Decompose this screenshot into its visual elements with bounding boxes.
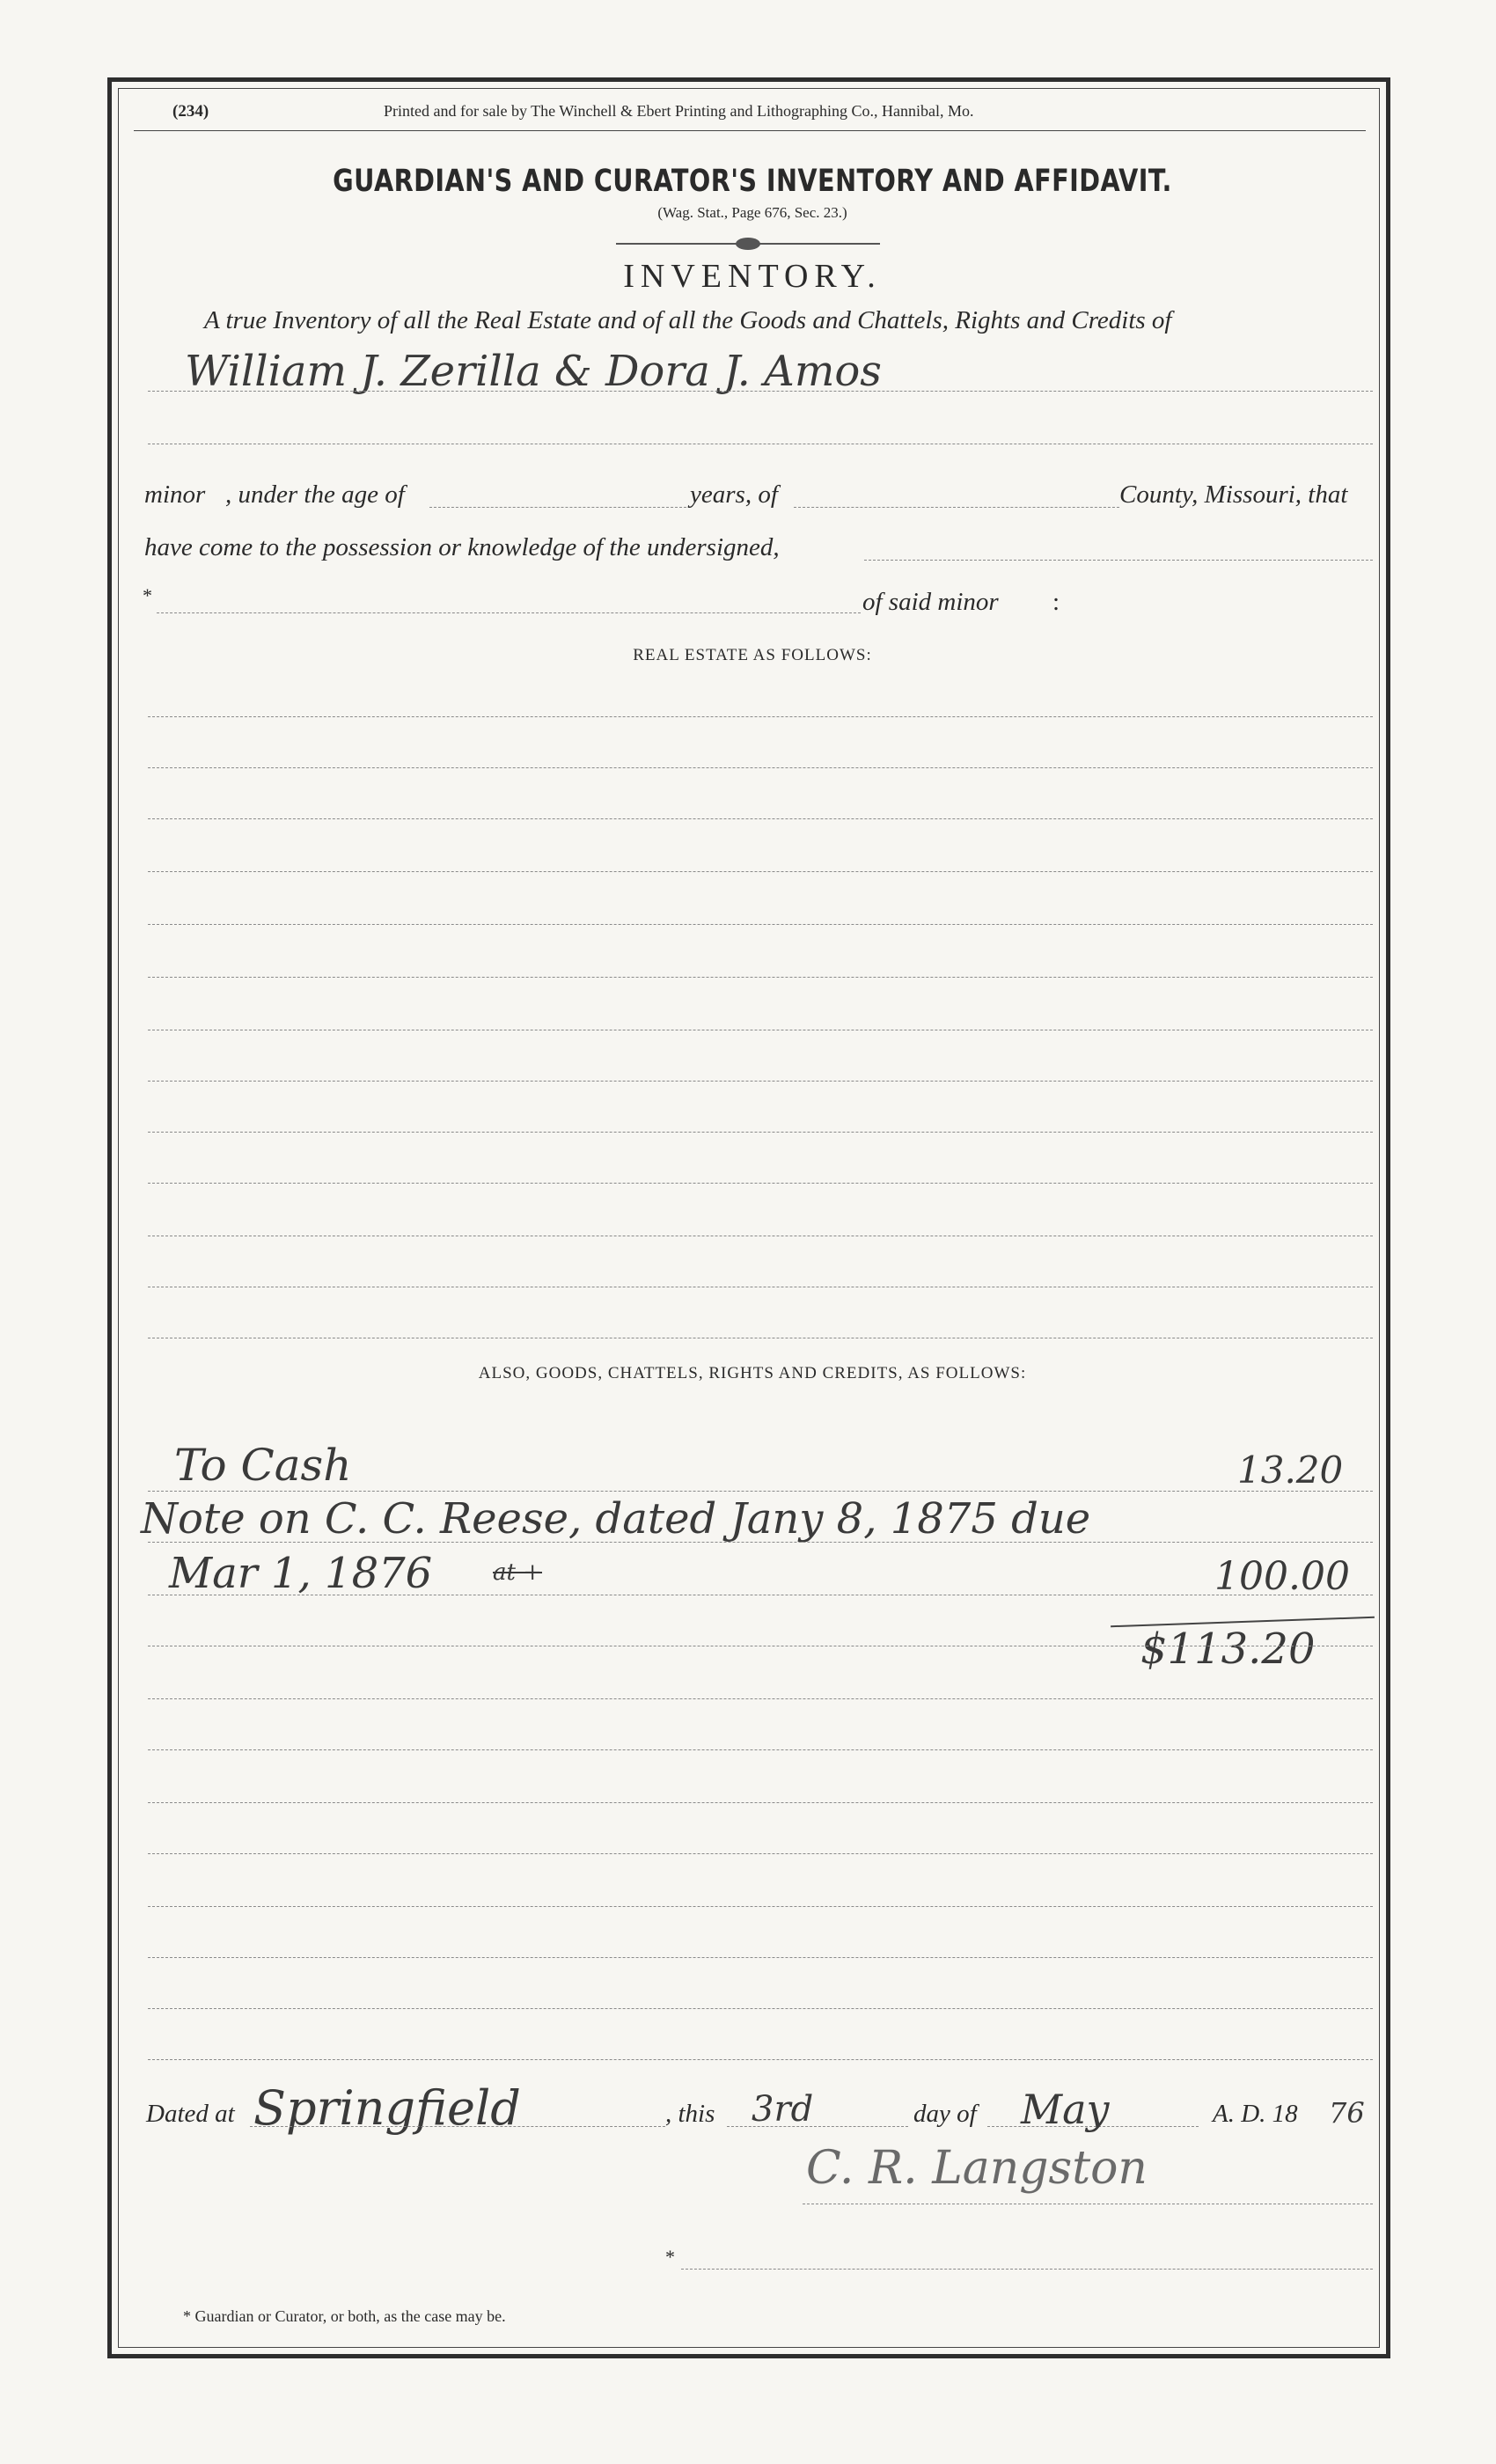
real-estate-line: [148, 871, 1373, 872]
cash-entry: To Cash: [174, 1440, 352, 1491]
minor-names: William J. Zerilla & Dora J. Amos: [185, 347, 882, 396]
second-signature-line: [681, 2269, 1373, 2270]
county-text: County, Missouri, that: [1119, 480, 1348, 509]
note-struck-text: at +: [493, 1559, 542, 1586]
cash-amount: 13.20: [1237, 1448, 1344, 1492]
dated-day: 3rd: [752, 2089, 814, 2130]
real-estate-heading: REAL ESTATE AS FOLLOWS:: [633, 646, 872, 664]
ornament-center: [736, 238, 760, 250]
real-estate-line: [148, 924, 1373, 925]
real-estate-line: [148, 716, 1373, 717]
note-entry-line1: Note on C. C. Reese, dated Jany 8, 1875 due: [141, 1494, 1091, 1544]
years-of-text: years, of: [690, 480, 778, 509]
guardian-asterisk: *: [143, 584, 152, 606]
second-asterisk: *: [665, 2246, 675, 2268]
goods-line: [148, 1802, 1373, 1803]
county-line: [794, 507, 1119, 508]
dated-at-label: Dated at: [146, 2100, 235, 2128]
form-number: (234): [172, 102, 209, 121]
total-amount: $113.20: [1140, 1624, 1316, 1674]
goods-line: [148, 1749, 1373, 1750]
goods-line: [148, 1491, 1373, 1492]
goods-line: [148, 1853, 1373, 1854]
real-estate-line: [148, 1132, 1373, 1133]
goods-line: [148, 2008, 1373, 2009]
ad-label: A. D. 18: [1213, 2100, 1298, 2128]
real-estate-line: [148, 767, 1373, 768]
minor-word: minor: [144, 480, 206, 509]
footnote: * Guardian or Curator, or both, as the case may be.: [183, 2307, 506, 2325]
dated-month: May: [1021, 2086, 1110, 2133]
note-entry-line2: Mar 1, 1876: [169, 1549, 433, 1598]
goods-heading: ALSO, GOODS, CHATTELS, RIGHTS AND CREDITS, AS FOLLOWS:: [478, 1364, 1027, 1382]
real-estate-line: [148, 1183, 1373, 1184]
under-age-text: , under the age of: [225, 480, 405, 509]
real-estate-line: [148, 1081, 1373, 1082]
inventory-heading: INVENTORY.: [623, 258, 882, 295]
printer-line: Printed and for sale by The Winchell & Ebert Printing and Lithographing Co., Hannibal, Mo.: [384, 102, 974, 120]
header-rule: [134, 130, 1366, 131]
intro-text: A true Inventory of all the Real Estate and of all the Goods and Chattels, Rights and Credits of: [204, 306, 1172, 334]
signature: C. R. Langston: [806, 2142, 1148, 2195]
day-of-label: day of: [913, 2100, 977, 2128]
names-line: [148, 391, 1373, 392]
goods-line: [148, 2059, 1373, 2060]
note-amount: 100.00: [1214, 1554, 1350, 1599]
colon: :: [1052, 588, 1060, 616]
dated-place: Springfield: [253, 2080, 521, 2136]
form-title: GUARDIAN'S AND CURATOR'S INVENTORY AND AFFIDAVIT.: [333, 164, 1172, 199]
real-estate-line: [148, 818, 1373, 819]
statute-reference: (Wag. Stat., Page 676, Sec. 23.): [657, 204, 847, 221]
dated-year: 76: [1329, 2096, 1365, 2130]
goods-line: [148, 1906, 1373, 1907]
age-line: [429, 507, 686, 508]
goods-line: [148, 1698, 1373, 1699]
guardian-line: [157, 612, 861, 613]
possession-line: [864, 560, 1373, 561]
of-said-minor: of said minor: [862, 588, 999, 616]
place-line: [250, 2126, 665, 2127]
goods-line: [148, 1542, 1373, 1543]
possession-text: have come to the possession or knowledge of the undersigned,: [144, 533, 780, 561]
goods-line: [148, 1957, 1373, 1958]
real-estate-line: [148, 977, 1373, 978]
this-label: , this: [665, 2100, 715, 2128]
